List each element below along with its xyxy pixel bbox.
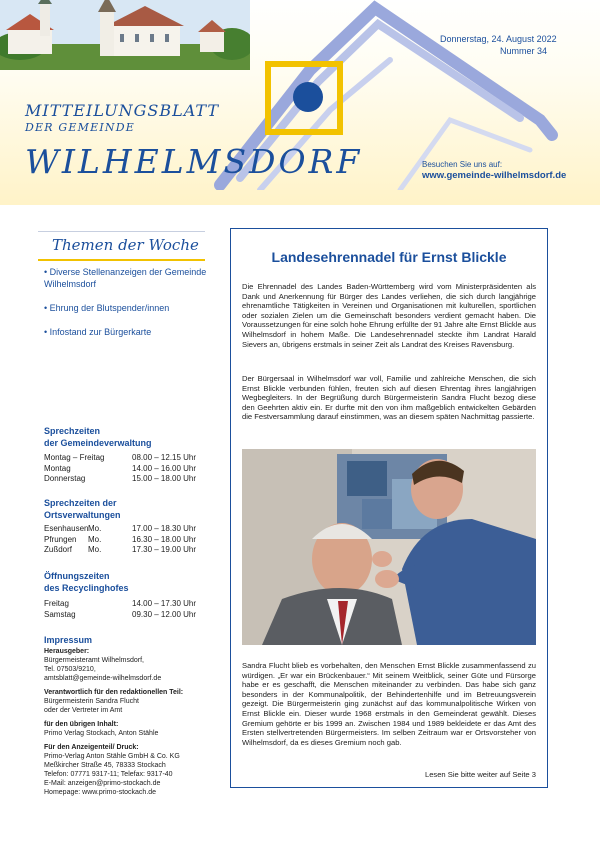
themen-item[interactable]: • Infostand zur Bürgerkarte — [44, 327, 152, 337]
website-link[interactable]: www.gemeinde-wilhelmsdorf.de — [422, 170, 567, 181]
hours-row — [44, 474, 196, 485]
impressum-email[interactable]: E-Mail: anzeigen@primo-stockach.de — [44, 780, 161, 787]
themen-list — [44, 266, 214, 350]
hours-time: 14.00 – 17.30 Uhr — [132, 599, 197, 608]
hours-time: 17.00 – 18.30 Uhr — [132, 524, 197, 533]
impressum-line: oder der Vertreter im Amt — [44, 707, 123, 714]
impressum — [44, 636, 214, 797]
impressum-label: Herausgeber: — [44, 648, 90, 655]
orts-heading — [44, 497, 121, 521]
hours-time: 14.00 – 16.00 Uhr — [132, 463, 197, 473]
visit-label: Besuchen Sie uns auf: — [422, 160, 503, 169]
masthead-title: WILHELMSDORF — [25, 142, 363, 181]
article-title: Landesehrennadel für Ernst Blickle — [271, 249, 507, 265]
article-paragraph: Der Bürgersaal in Wilhelmsdorf war voll, Familie und zahlreiche Menschen, die sich Ernst Blickle verbunden fühlen, freuten sich auf diesen Ehrentag ihres langjährigen Wegbegleiters. In der Begrüßung durch Bürgermeisterin Sandra Flucht bezog diese den Geehrten aktiv ein. Er durfte mit den von ihm maßgeblich entwickelten Gebärden die Festversammlung darauf einstimmen, was an diesem späten Nachmittag passierte. — [242, 374, 536, 422]
impressum-label: Für den Anzeigenteil/ Druck: — [44, 744, 139, 751]
orts-heading-line1: Sprechzeiten der — [44, 498, 117, 508]
masthead — [0, 0, 600, 205]
issue-number: Nummer 34 — [500, 46, 548, 56]
hours-place: Esenhausen — [44, 524, 89, 533]
hours-day: Samstag — [44, 609, 76, 619]
recycling-heading — [44, 570, 129, 594]
impressum-line: Bürgermeisterin Sandra Flucht — [44, 698, 139, 705]
impressum-line: Meßkircher Straße 45, 78333 Stockach — [44, 762, 166, 769]
hours-day: Freitag — [44, 599, 69, 608]
themen-item[interactable]: • Diverse Stellenanzeigen der Gemeinde Wilhelmsdorf — [44, 267, 207, 289]
impressum-line: Tel. 07503/9210, — [44, 666, 96, 673]
impressum-title: Impressum — [44, 635, 93, 645]
hours-time: 15.00 – 18.00 Uhr — [132, 474, 197, 483]
impressum-label: für den übrigen Inhalt: — [44, 721, 119, 728]
award-ceremony-photo — [242, 449, 536, 645]
lead-article — [230, 228, 548, 788]
hours-row — [44, 464, 196, 475]
orts-hours — [44, 524, 196, 556]
impressum-line: Primo-Verlag Anton Stähle GmbH & Co. KG — [44, 753, 180, 760]
themen-heading-box — [38, 231, 205, 261]
recycling-heading-line1: Öffnungszeiten — [44, 571, 110, 581]
masthead-line2: DER GEMEINDE — [25, 121, 135, 134]
hours-row — [44, 599, 196, 610]
recycling-heading-line2: des Recyclinghofes — [44, 583, 129, 593]
hours-row — [44, 453, 196, 464]
hours-day: Mo. — [88, 534, 102, 544]
impressum-homepage[interactable]: Homepage: www.primo-stockach.de — [44, 789, 157, 796]
hours-day: Montag — [44, 463, 71, 473]
hours-row — [44, 545, 196, 556]
hours-time: 09.30 – 12.00 Uhr — [132, 609, 197, 619]
hours-place: Zußdorf — [44, 545, 73, 554]
orts-heading-line2: Ortsverwaltungen — [44, 510, 121, 520]
hours-row — [44, 535, 196, 546]
hours-row — [44, 524, 196, 535]
hours-day: Donnerstag — [44, 474, 86, 483]
hours-day: Montag – Freitag — [44, 453, 105, 462]
verwaltung-heading-line2: der Gemeindeverwaltung — [44, 438, 152, 448]
impressum-email[interactable]: amtsblatt@gemeinde-wilhelmsdorf.de — [44, 675, 162, 682]
hours-time: 17.30 – 19.00 Uhr — [132, 545, 197, 554]
hours-row — [44, 610, 196, 621]
hours-time: 16.30 – 18.00 Uhr — [132, 534, 197, 544]
hours-place: Pfrungen — [44, 534, 77, 544]
article-paragraph: Sandra Flucht blieb es vorbehalten, den Menschen Ernst Blickle zusammenfassend zu würdigen. „Er war ein Brückenbauer.“ Mit seinem Weitblick, seiner Güte und Fürsorge habe er es geschafft, die Menschen miteinander zu verbinden. Das habe sich ganz besonders in der Kommunalpolitik, der Behindertenhilfe und im Betreuungsverein gezeigt. Die Bürgermeisterin ging zunächst auf das kommunalpolitische Wirken von Ernst Blickle ein. Dieser wurde 1968 erstmals in den Gemeinderat gewählt. Dieses Gremium gehörte er bis 1999 an. Zwischen 1984 und 1989 bekleidete er das Amt des Ersten stellvertretenden Bürgermeisters. Im selben Zeitraum war er Ortsvorsteher von Wilhelmsdorf, da es dieses Gremium noch gab. — [242, 661, 536, 747]
themen-item[interactable]: • Ehrung der Blutspender/innen — [44, 303, 170, 313]
themen-heading: Themen der Woche — [52, 236, 199, 254]
hours-time: 08.00 – 12.15 Uhr — [132, 453, 197, 462]
continued-link[interactable]: Lesen Sie bitte weiter auf Seite 3 — [424, 770, 536, 779]
impressum-line: Bürgermeisteramt Wilhelmsdorf, — [44, 657, 144, 664]
issue-date: Donnerstag, 24. August 2022 — [440, 34, 557, 44]
recycling-hours — [44, 599, 196, 620]
article-paragraph: Die Ehrennadel des Landes Baden-Württemberg wird vom Ministerpräsidenten als Dank und Anerkennung für Bürger des Landes verliehen, die sich durch langjährige ehrenamtliche Tätigkeiten in Vereinen und Organisationen mit kulturellen, sportlichen oder sozialen Zielen um die Gemeinschaft besonders verdient gemacht haben. Die Voraussetzungen für eine solch hohe Ehrung erfüllte der 91 Jahre alte Ernst Blickle aus Wilhelmsdorf in hohem Maße. Die Landesehrennadel steckte ihm Landrat Harald Sievers an, übrigens erstmals in seiner Zeit als Landrat des Kreises Ravensburg. — [242, 282, 536, 349]
hours-day: Mo. — [88, 524, 102, 533]
verwaltung-heading — [44, 425, 152, 449]
hours-day: Mo. — [88, 545, 102, 554]
impressum-line: Telefon: 07771 9317-11; Telefax: 9317-40 — [44, 771, 173, 778]
verwaltung-hours — [44, 453, 196, 485]
masthead-line1: MITTEILUNGSBLATT — [25, 101, 220, 120]
impressum-line: Primo Verlag Stockach, Anton Stähle — [44, 730, 159, 737]
verwaltung-heading-line1: Sprechzeiten — [44, 426, 101, 436]
impressum-label: Verantwortlich für den redaktionellen Teil: — [44, 689, 184, 696]
